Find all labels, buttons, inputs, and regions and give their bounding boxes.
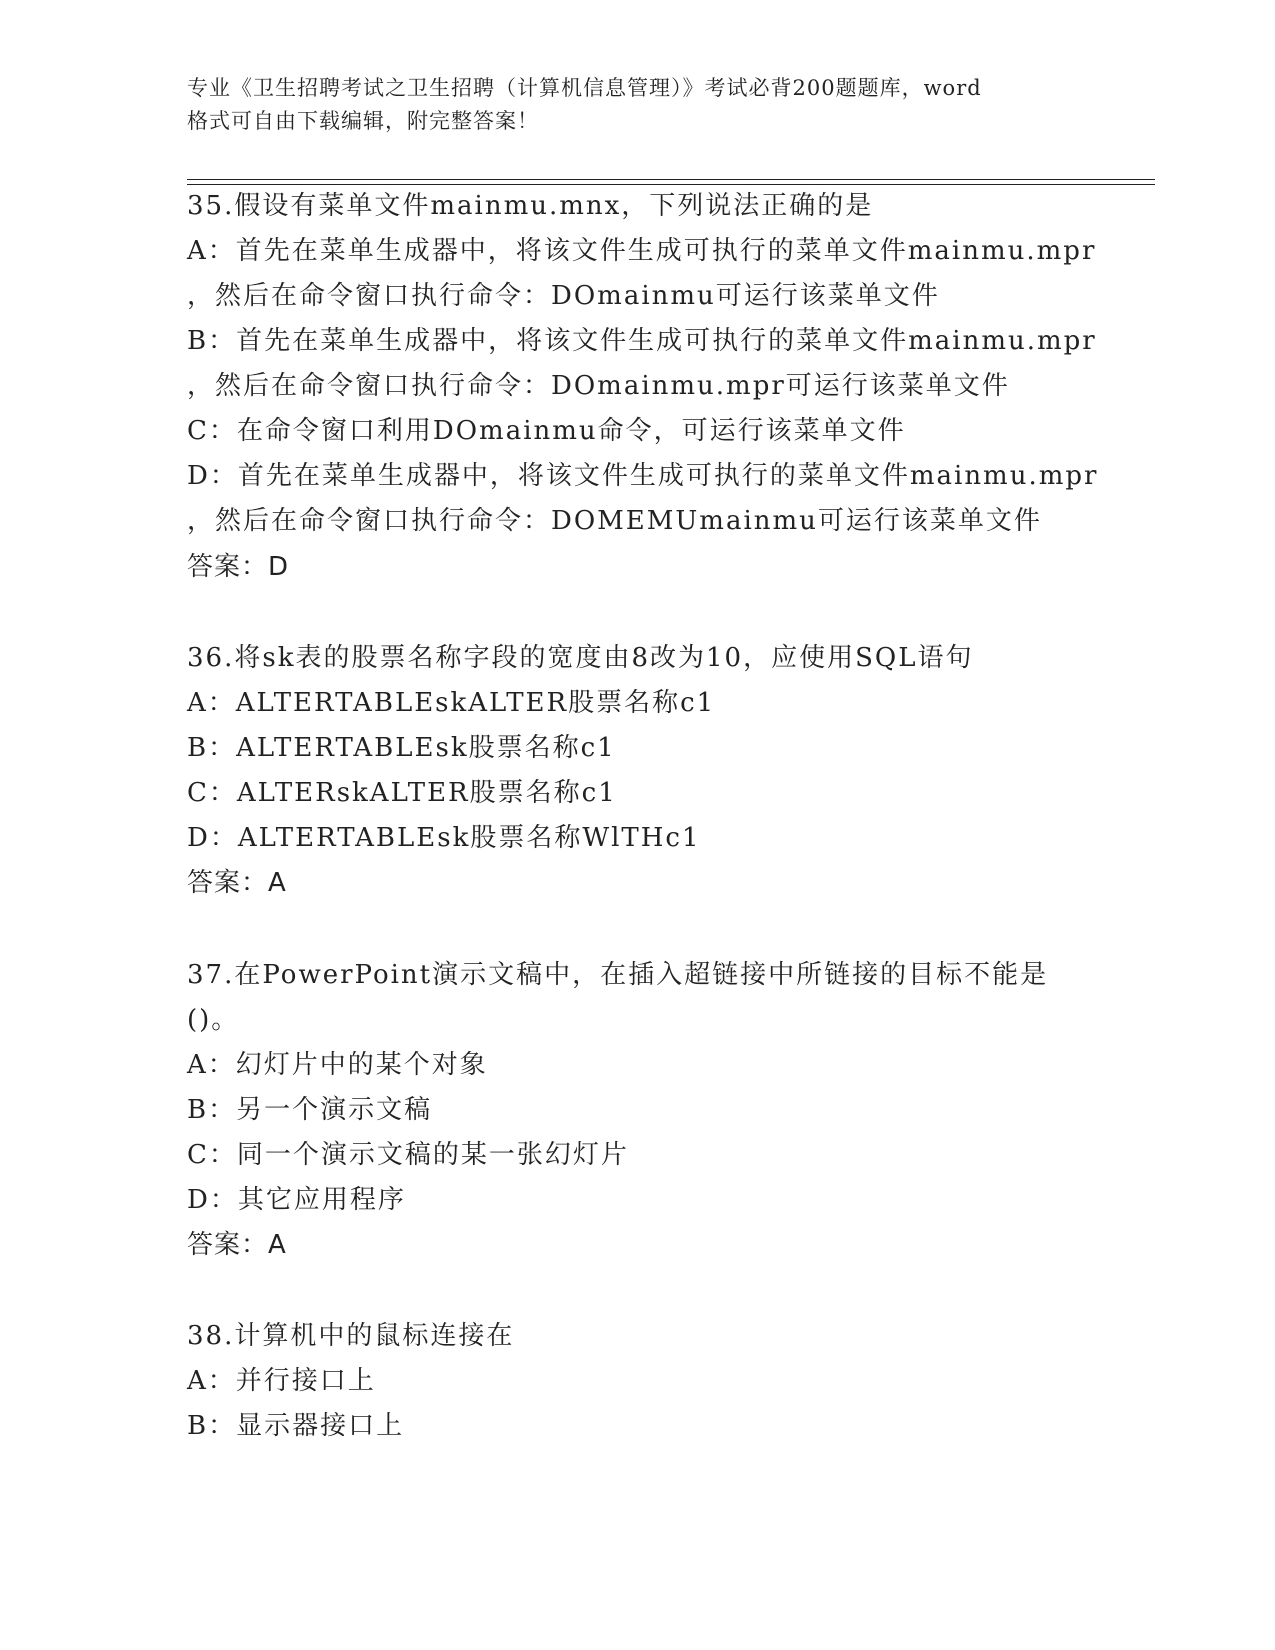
header-line-1: 专业《卫生招聘考试之卫生招聘（计算机信息管理）》考试必背200题题库，word (187, 76, 982, 100)
option-b: B：另一个演示文稿 (187, 1095, 433, 1125)
question-stem-continued: ()。 (187, 1005, 240, 1035)
option-d-continued: ，然后在命令窗口执行命令：DOMEMUmainmu可运行该菜单文件 (187, 506, 1042, 536)
option-a: A：幻灯片中的某个对象 (187, 1050, 488, 1080)
option-b: B：ALTERTABLEsk股票名称c1 (187, 733, 616, 763)
answer: 答案：D (187, 552, 290, 582)
header-divider-top (187, 179, 1155, 180)
option-a-continued: ，然后在命令窗口执行命令：DOmainmu可运行该菜单文件 (187, 281, 940, 311)
option-a: A：并行接口上 (187, 1366, 376, 1396)
answer: 答案：A (187, 1230, 287, 1260)
question-stem: 37.在PowerPoint演示文稿中，在插入超链接中所链接的目标不能是 (187, 960, 1049, 990)
question-stem: 35.假设有菜单文件mainmu.mnx，下列说法正确的是 (187, 191, 874, 221)
option-c: C：ALTERskALTER股票名称c1 (187, 778, 617, 808)
option-d: D：首先在菜单生成器中，将该文件生成可执行的菜单文件mainmu.mpr (187, 461, 1099, 491)
option-a: A：ALTERTABLEskALTER股票名称c1 (187, 688, 716, 718)
header-divider-bottom (187, 184, 1155, 185)
option-b: B：显示器接口上 (187, 1411, 405, 1441)
answer: 答案：A (187, 868, 287, 898)
option-c: C：在命令窗口利用DOmainmu命令，可运行该菜单文件 (187, 416, 906, 446)
question-stem: 36.将sk表的股票名称字段的宽度由8改为10，应使用SQL语句 (187, 643, 974, 673)
option-c: C：同一个演示文稿的某一张幻灯片 (187, 1140, 629, 1170)
option-d: D：其它应用程序 (187, 1185, 406, 1215)
header-line-2: 格式可自由下载编辑，附完整答案！ (187, 109, 539, 133)
option-b-continued: ，然后在命令窗口执行命令：DOmainmu.mpr可运行该菜单文件 (187, 371, 1010, 401)
option-b: B：首先在菜单生成器中，将该文件生成可执行的菜单文件mainmu.mpr (187, 326, 1097, 356)
question-stem: 38.计算机中的鼠标连接在 (187, 1321, 515, 1351)
option-a: A：首先在菜单生成器中，将该文件生成可执行的菜单文件mainmu.mpr (187, 236, 1097, 266)
option-d: D：ALTERTABLEsk股票名称WlTHc1 (187, 823, 701, 853)
document-header (187, 72, 1087, 138)
